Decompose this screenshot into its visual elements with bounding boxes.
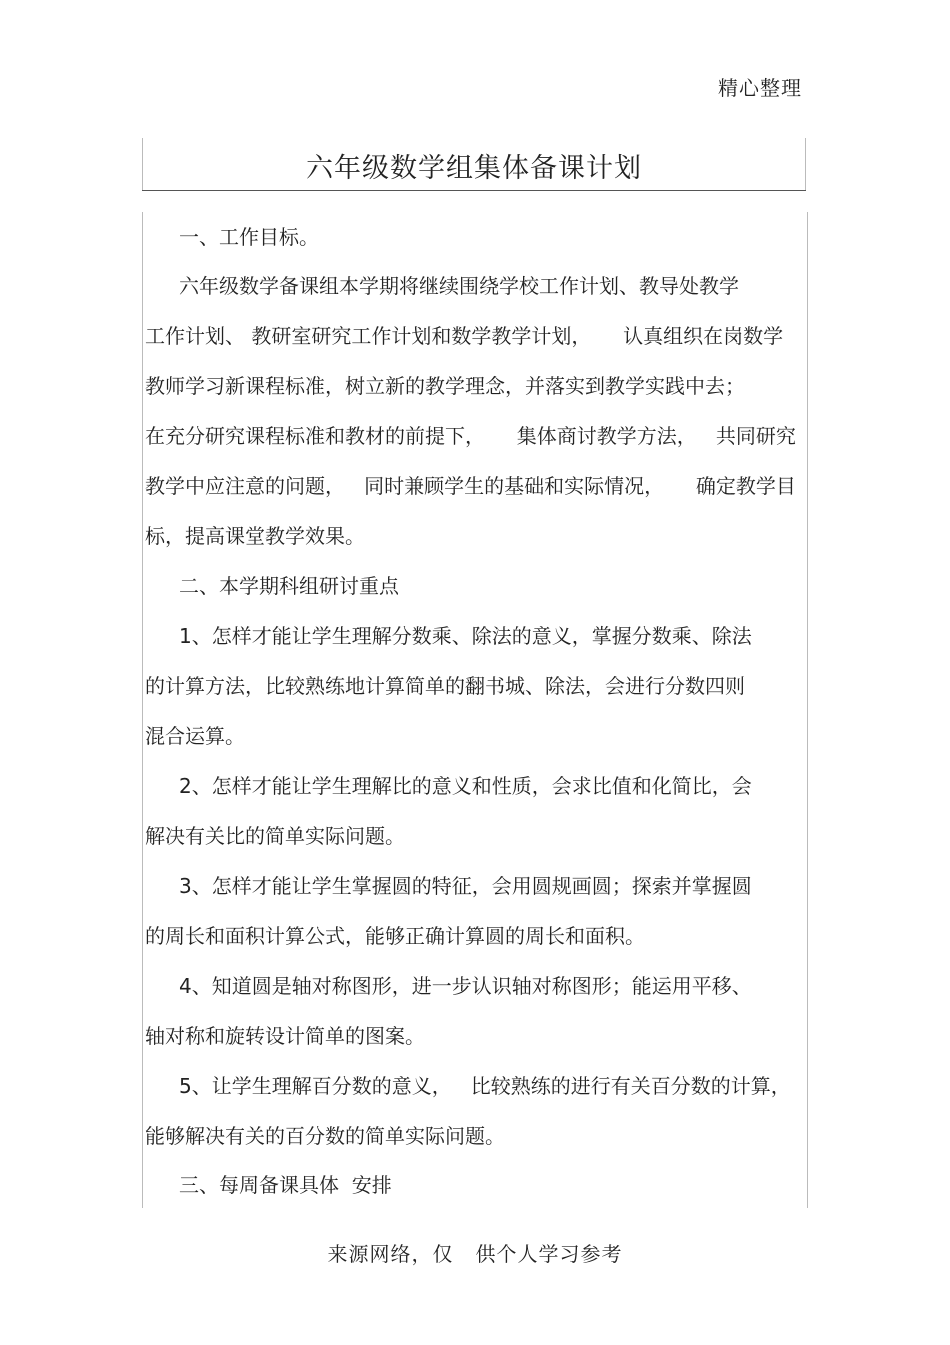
paragraph-line: 六年级数学备课组本学期将继续围绕学校工作计划、教导处教学	[179, 274, 739, 298]
section-heading: 一、工作目标。	[179, 225, 319, 249]
paragraph-line: 4、知道圆是轴对称图形，进一步认识轴对称图形；能运用平移、	[179, 974, 752, 998]
paragraph-line: 标，提高课堂教学效果。	[145, 524, 365, 548]
paragraph-line: 在充分研究课程标准和教材的前提下， 集体商讨教学方法， 共同研究	[145, 424, 796, 448]
title-block	[142, 138, 806, 191]
section-heading: 二、本学期科组研讨重点	[179, 574, 399, 598]
header-tag: 精心整理	[718, 76, 802, 100]
paragraph-line: 教学中应注意的问题， 同时兼顾学生的基础和实际情况， 确定教学目	[145, 474, 796, 498]
paragraph-line: 能够解决有关的百分数的简单实际问题。	[145, 1124, 505, 1148]
paragraph-line: 2、怎样才能让学生理解比的意义和性质，会求比值和化简比，会	[179, 774, 752, 798]
paragraph-line: 的周长和面积计算公式，能够正确计算圆的周长和面积。	[145, 924, 645, 948]
paragraph-line: 解决有关比的简单实际问题。	[145, 824, 405, 848]
paragraph-line: 工作计划、 教研室研究工作计划和数学教学计划， 认真组织在岗数学	[145, 324, 784, 348]
section-heading: 三、每周备课具体 安排	[179, 1173, 392, 1197]
paragraph-line: 5、让学生理解百分数的意义， 比较熟练的进行有关百分数的计算，	[179, 1074, 791, 1098]
paragraph-line: 混合运算。	[145, 724, 245, 748]
paragraph-line: 的计算方法，比较熟练地计算简单的翻书城、除法，会进行分数四则	[145, 674, 745, 698]
paragraph-line: 教师学习新课程标准，树立新的教学理念，并落实到教学实践中去；	[145, 374, 745, 398]
document-body	[142, 212, 808, 1208]
paragraph-line: 3、怎样才能让学生掌握圆的特征，会用圆规画圆；探索并掌握圆	[179, 874, 752, 898]
page-title: 六年级数学组集体备课计划	[306, 153, 642, 184]
page-footer: 来源网络，仅 供个人学习参考	[327, 1242, 623, 1266]
paragraph-line: 1、怎样才能让学生理解分数乘、除法的意义，掌握分数乘、除法	[179, 624, 752, 648]
paragraph-line: 轴对称和旋转设计简单的图案。	[145, 1024, 425, 1048]
